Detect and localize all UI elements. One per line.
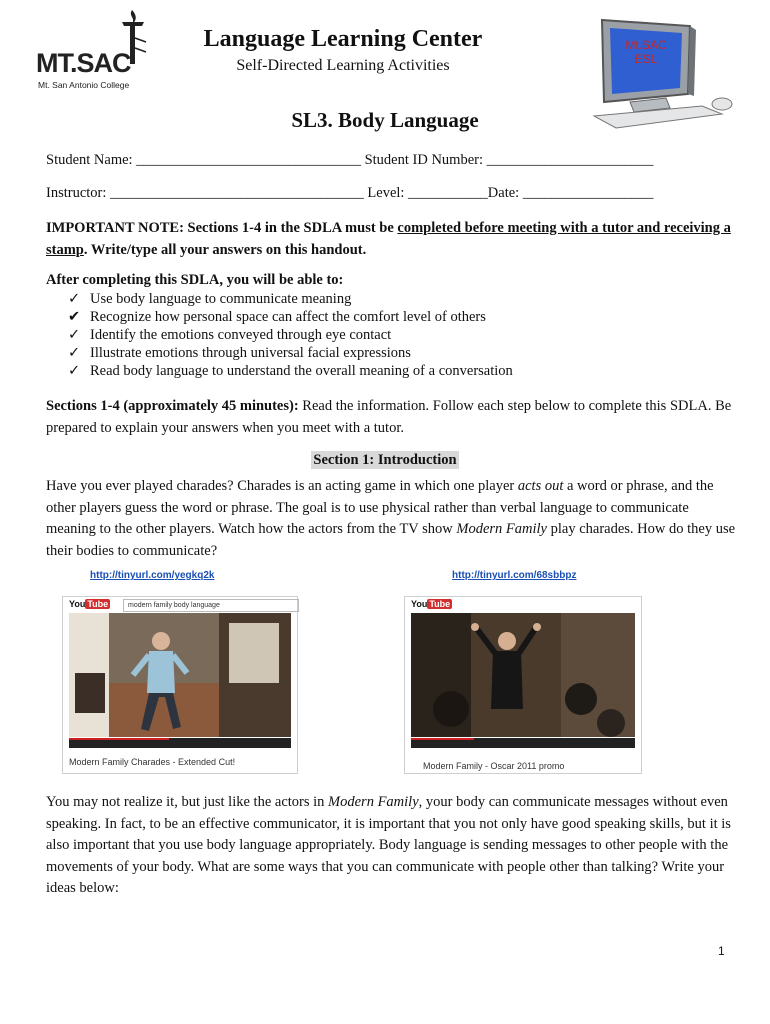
checkmark-icon: ✓	[68, 291, 81, 307]
header-title: Language Learning Center	[203, 26, 483, 52]
youtube-logo: You Tube	[411, 599, 451, 609]
logo-name: MT.SAC	[36, 48, 131, 78]
video-frame	[411, 613, 635, 737]
college-logo	[36, 8, 148, 92]
objectives-heading: After completing this SDLA, you will be able to:	[46, 272, 344, 288]
document-title: SL3. Body Language	[291, 108, 479, 132]
video-thumbnail-2[interactable]	[404, 596, 642, 774]
student-name-field[interactable]: Student Name: _______________________________ Student ID Number: _______________________	[46, 152, 654, 168]
youtube-search-box: modern family body language	[123, 599, 299, 612]
section-1-paragraph-2: You may not realize it, but just like the actors in Modern Family, your body can communicate messages without even speaking. In fact, to be an effective communicator, it is important that you not only have good speaking skills, but it is also important that you use body language appropriately. Body language is sending messages to other people with the movements of your body. What are some ways that you can communicate with people other than talking? Write your ideas below:	[46, 794, 731, 896]
page-number: 1	[718, 944, 725, 958]
video-progress-bar[interactable]	[411, 738, 474, 740]
sections-intro: Sections 1-4 (approximately 45 minutes): Read the information. Follow each step below to complete this SDLA. Be prepared to explain your answers when you meet with a tutor.	[46, 398, 732, 436]
section-1-heading: Section 1: Introduction	[313, 452, 457, 468]
youtube-logo: You Tube	[69, 599, 109, 609]
video-link-1[interactable]: http://tinyurl.com/yegkq2k	[90, 570, 215, 581]
video-link-2[interactable]: http://tinyurl.com/68sbbpz	[452, 570, 577, 581]
list-item: ✓ Read body language to understand the overall meaning of a conversation	[68, 363, 513, 379]
checkmark-icon: ✓	[68, 327, 81, 343]
header-subtitle: Self-Directed Learning Activities	[236, 57, 450, 74]
video-caption-2: Modern Family - Oscar 2011 promo	[423, 761, 565, 771]
list-item: ✓ Use body language to communicate meaning	[68, 291, 352, 307]
list-item: ✔ Recognize how personal space can affect the comfort level of others	[68, 309, 486, 325]
objectives-list	[68, 290, 513, 380]
list-item: ✓ Identify the emotions conveyed through eye contact	[68, 327, 392, 343]
logo-subtitle: Mt. San Antonio College	[38, 80, 130, 90]
instructor-field[interactable]: Instructor: ___________________________________ Level: ___________Date: __________________	[46, 185, 654, 201]
video-caption-1: Modern Family Charades - Extended Cut!	[69, 757, 236, 767]
checkmark-icon: ✓	[68, 363, 81, 379]
checkmark-icon: ✔	[68, 309, 81, 325]
important-note: IMPORTANT NOTE: Sections 1-4 in the SDLA must be completed before meeting with a tutor and receiving a stamp. Write/type all your answers on this handout.	[46, 220, 731, 258]
video-thumbnail-1[interactable]	[62, 596, 298, 774]
checkmark-icon: ✓	[68, 345, 81, 361]
video-frame	[69, 613, 291, 737]
video-progress-bar[interactable]	[69, 738, 169, 740]
monitor-label: Mt.SAC ESL	[625, 38, 667, 66]
section-1-paragraph-1: Have you ever played charades? Charades is an acting game in which one player acts out a word or phrase, and the other players guess the word or phrase. The goal is to use physical rather than verbal language to communicate meaning to the other players. Watch how the actors from the TV show Modern Family play charades. How do they use their bodies to communicate?	[46, 478, 736, 559]
list-item: ✓ Illustrate emotions through universal facial expressions	[68, 345, 411, 361]
